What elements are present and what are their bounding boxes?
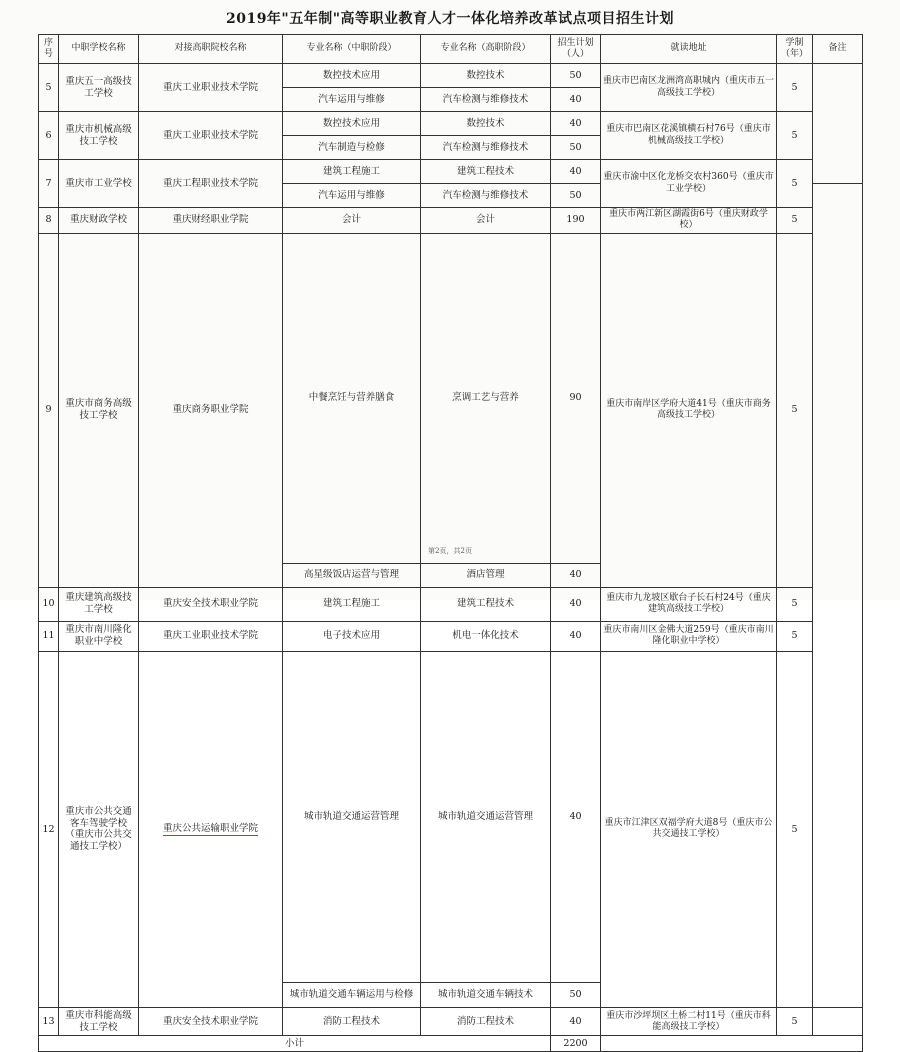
header-college: 对接高职院校名称 — [139, 35, 283, 64]
cell-major-secondary: 高星级饭店运营与管理 — [283, 563, 421, 587]
table-row — [39, 112, 863, 136]
cell-address: 重庆市江津区双福学府大道8号（重庆市公共交通技工学校） — [601, 651, 777, 1008]
cell-major-secondary: 电子技术应用 — [283, 621, 421, 651]
cell-address: 重庆市南岸区学府大道41号（重庆市商务高级技工学校） — [601, 233, 777, 587]
table-row — [39, 587, 863, 621]
page-footer: 第2页，共2页 — [428, 547, 472, 555]
cell-plan: 190 — [551, 208, 601, 234]
cell-seq: 6 — [39, 112, 59, 160]
subtotal-blank — [601, 1036, 863, 1052]
cell-plan: 40 — [551, 651, 601, 982]
cell-major-secondary: 建筑工程施工 — [283, 160, 421, 184]
table-row — [39, 621, 863, 651]
header-major-secondary: 专业名称（中职阶段） — [283, 35, 421, 64]
college-name-underlined: 重庆公共运输职业学院 — [163, 823, 258, 837]
cell-address: 重庆市渝中区化龙桥交农村360号（重庆市工业学校） — [601, 160, 777, 208]
cell-plan: 50 — [551, 184, 601, 208]
header-address: 就读地址 — [601, 35, 777, 64]
cell-college: 重庆安全技术职业学院 — [139, 587, 283, 621]
cell-major-higher: 数控技术 — [421, 64, 551, 88]
cell-seq: 13 — [39, 1008, 59, 1036]
cell-seq: 9 — [39, 233, 59, 587]
cell-school: 重庆建筑高级技工学校 — [59, 587, 139, 621]
cell-years: 5 — [777, 208, 813, 234]
cell-major-higher: 会计 — [421, 208, 551, 234]
cell-plan: 40 — [551, 563, 601, 587]
cell-major-higher: 汽车检测与维修技术 — [421, 136, 551, 160]
header-major-higher: 专业名称（高职阶段） — [421, 35, 551, 64]
cell-plan: 50 — [551, 983, 601, 1008]
cell-major-higher: 城市轨道交通运营管理 — [421, 651, 551, 982]
cell-school: 重庆市公共交通客车驾驶学校（重庆市公共交通技工学校） — [59, 651, 139, 1008]
cell-remark-blank-top — [813, 64, 863, 184]
cell-major-higher: 汽车检测与维修技术 — [421, 88, 551, 112]
document-title: 2019年"五年制"高等职业教育人才一体化培养改革试点项目招生计划 — [225, 11, 675, 27]
cell-school: 重庆市机械高级技工学校 — [59, 112, 139, 160]
header-school: 中职学校名称 — [59, 35, 139, 64]
table-row — [39, 208, 863, 234]
cell-college: 重庆安全技术职业学院 — [139, 1008, 283, 1036]
cell-school: 重庆财政学校 — [59, 208, 139, 234]
subtotal-value: 2200 — [551, 1036, 601, 1052]
table-header-row — [39, 35, 863, 64]
cell-address: 重庆市两江新区湖霞街6号（重庆财政学校） — [601, 208, 777, 234]
cell-address: 重庆市巴南区龙洲湾高职城内（重庆市五一高级技工学校） — [601, 64, 777, 112]
cell-major-secondary: 汽车运用与维修 — [283, 88, 421, 112]
cell-major-secondary: 建筑工程施工 — [283, 587, 421, 621]
cell-seq: 5 — [39, 64, 59, 112]
cell-years: 5 — [777, 64, 813, 112]
cell-major-higher: 机电一体化技术 — [421, 621, 551, 651]
cell-major-secondary: 数控技术应用 — [283, 112, 421, 136]
cell-major-secondary: 汽车运用与维修 — [283, 184, 421, 208]
cell-major-higher: 烹调工艺与营养 — [421, 233, 551, 563]
cell-college: 重庆工程职业技术学院 — [139, 160, 283, 208]
cell-school: 重庆市商务高级技工学校 — [59, 233, 139, 587]
cell-school: 重庆市工业学校 — [59, 160, 139, 208]
cell-major-secondary: 消防工程技术 — [283, 1008, 421, 1036]
table-row — [39, 64, 863, 88]
cell-seq: 10 — [39, 587, 59, 621]
cell-major-higher: 建筑工程技术 — [421, 160, 551, 184]
header-plan: 招生计划（人） — [551, 35, 601, 64]
cell-years: 5 — [777, 160, 813, 208]
cell-years: 5 — [777, 112, 813, 160]
cell-address: 重庆市沙坪坝区土桥二村11号（重庆市科能高级技工学校） — [601, 1008, 777, 1036]
cell-college: 重庆工业职业技术学院 — [139, 112, 283, 160]
cell-years: 5 — [777, 651, 813, 1008]
cell-seq: 7 — [39, 160, 59, 208]
cell-college: 重庆财经职业学院 — [139, 208, 283, 234]
cell-plan: 50 — [551, 136, 601, 160]
cell-address: 重庆市九龙坡区歇台子长石村24号（重庆建筑高级技工学校） — [601, 587, 777, 621]
cell-major-higher: 消防工程技术 — [421, 1008, 551, 1036]
cell-school: 重庆市科能高级技工学校 — [59, 1008, 139, 1036]
cell-college: 重庆工业职业技术学院 — [139, 64, 283, 112]
subtotal-row — [39, 1036, 863, 1052]
cell-plan: 40 — [551, 112, 601, 136]
cell-plan: 40 — [551, 621, 601, 651]
cell-seq: 11 — [39, 621, 59, 651]
table-row — [39, 233, 863, 563]
cell-major-secondary: 汽车制造与检修 — [283, 136, 421, 160]
cell-major-secondary: 城市轨道交通车辆运用与检修 — [283, 983, 421, 1008]
cell-plan: 40 — [551, 587, 601, 621]
cell-address: 重庆市巴南区花溪镇横石村76号（重庆市机械高级技工学校） — [601, 112, 777, 160]
cell-plan: 40 — [551, 1008, 601, 1036]
header-years: 学制（年） — [777, 35, 813, 64]
cell-college: 重庆商务职业学院 — [139, 233, 283, 587]
cell-major-secondary: 会计 — [283, 208, 421, 234]
cell-major-higher: 数控技术 — [421, 112, 551, 136]
cell-years: 5 — [777, 587, 813, 621]
table-row — [39, 160, 863, 184]
cell-college — [139, 651, 283, 1008]
cell-school: 重庆五一高级技工学校 — [59, 64, 139, 112]
table-row — [39, 651, 863, 982]
header-seq: 序号 — [39, 35, 59, 64]
cell-years: 5 — [777, 233, 813, 587]
cell-major-secondary: 数控技术应用 — [283, 64, 421, 88]
cell-major-higher: 城市轨道交通车辆技术 — [421, 983, 551, 1008]
cell-seq: 8 — [39, 208, 59, 234]
cell-major-secondary: 城市轨道交通运营管理 — [283, 651, 421, 982]
header-remark: 备注 — [813, 35, 863, 64]
cell-major-higher: 酒店管理 — [421, 563, 551, 587]
cell-address: 重庆市南川区金佛大道259号（重庆市南川隆化职业中学校） — [601, 621, 777, 651]
cell-major-higher: 建筑工程技术 — [421, 587, 551, 621]
cell-years: 5 — [777, 621, 813, 651]
cell-school: 重庆市南川隆化职业中学校 — [59, 621, 139, 651]
cell-years: 5 — [777, 1008, 813, 1036]
cell-plan: 90 — [551, 233, 601, 563]
subtotal-label: 小计 — [39, 1036, 551, 1052]
enrollment-plan-table — [38, 34, 863, 1052]
cell-plan: 50 — [551, 64, 601, 88]
cell-remark-blank-bottom — [813, 1008, 863, 1036]
cell-major-secondary: 中餐烹饪与营养膳食 — [283, 233, 421, 563]
cell-plan: 40 — [551, 160, 601, 184]
cell-college: 重庆工业职业技术学院 — [139, 621, 283, 651]
table-row — [39, 1008, 863, 1036]
cell-seq: 12 — [39, 651, 59, 1008]
cell-major-higher: 汽车检测与维修技术 — [421, 184, 551, 208]
cell-plan: 40 — [551, 88, 601, 112]
